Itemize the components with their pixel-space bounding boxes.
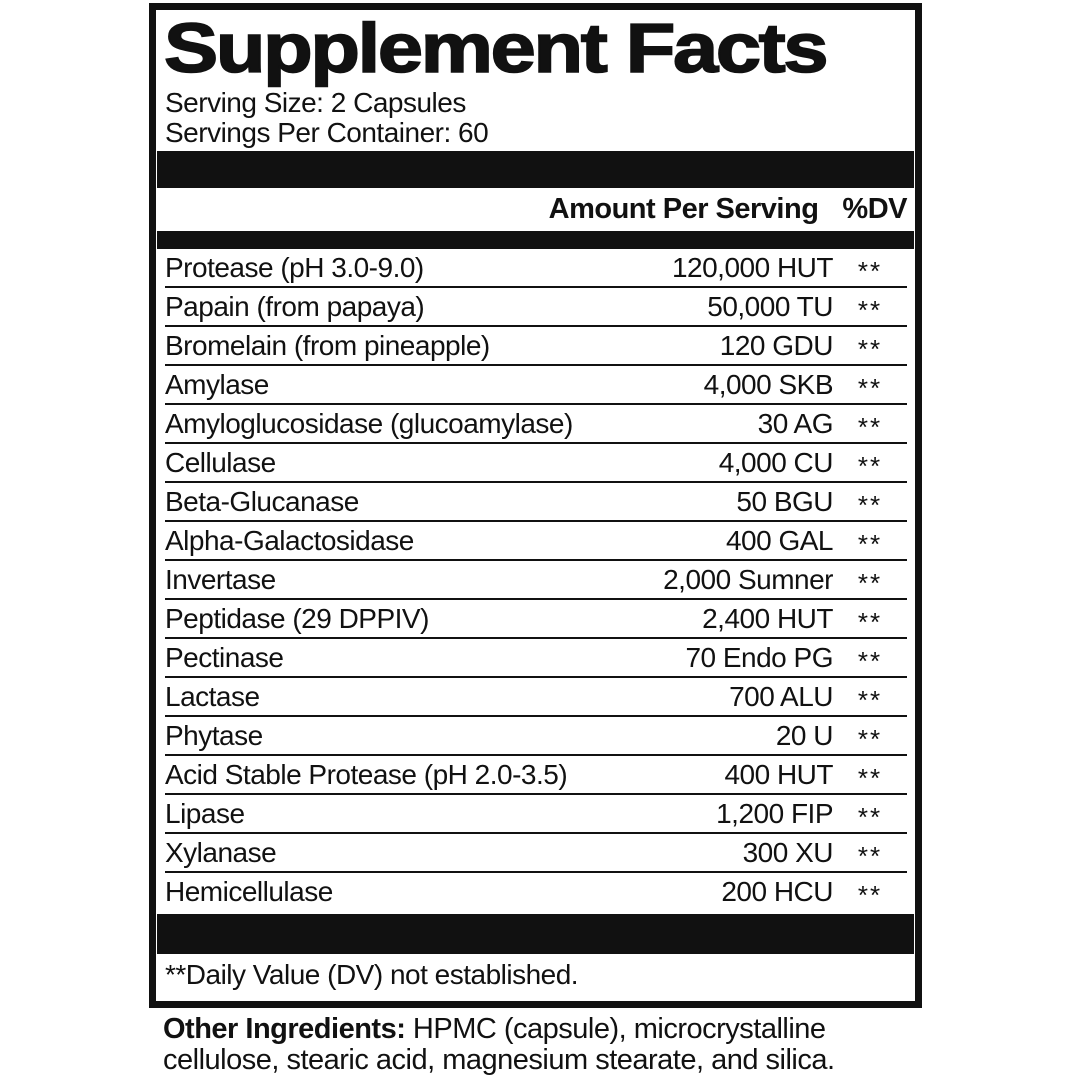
table-row xyxy=(165,327,907,366)
ingredient-name: Hemicellulase xyxy=(165,875,333,907)
ingredient-dv: ** xyxy=(857,373,883,403)
ingredient-name: Beta-Glucanase xyxy=(165,485,359,517)
column-headers xyxy=(165,190,907,231)
ingredient-name: Invertase xyxy=(165,563,276,595)
ingredient-name: Protease (pH 3.0-9.0) xyxy=(165,251,424,283)
table-row xyxy=(165,405,907,444)
ingredient-name: Lactase xyxy=(165,680,260,712)
ingredient-dv: ** xyxy=(857,880,883,910)
table-row xyxy=(165,249,907,288)
table-row xyxy=(165,522,907,561)
table-row xyxy=(165,756,907,795)
ingredient-amount: 4,000 SKB xyxy=(703,368,833,400)
ingredient-name: Phytase xyxy=(165,719,263,751)
ingredients-table xyxy=(165,249,907,910)
ingredient-amount: 300 XU xyxy=(742,836,833,868)
ingredient-amount: 400 HUT xyxy=(724,758,833,790)
ingredient-amount: 200 HCU xyxy=(721,875,833,907)
ingredient-dv: ** xyxy=(857,256,883,286)
ingredient-name: Amylase xyxy=(165,368,269,400)
dv-footnote: **Daily Value (DV) not established. xyxy=(165,959,579,990)
thick-divider-bottom xyxy=(157,914,914,954)
supplement-facts-panel xyxy=(149,3,922,1008)
ingredient-name: Bromelain (from pineapple) xyxy=(165,329,490,361)
table-row xyxy=(165,600,907,639)
ingredient-dv: ** xyxy=(857,646,883,676)
ingredient-amount: 2,400 HUT xyxy=(702,602,833,634)
ingredient-dv: ** xyxy=(857,685,883,715)
ingredient-name: Cellulase xyxy=(165,446,276,478)
serving-info xyxy=(165,88,488,148)
ingredient-dv: ** xyxy=(857,724,883,754)
dv-header: %DV xyxy=(842,193,907,225)
table-row xyxy=(165,483,907,522)
ingredient-amount: 2,000 Sumner xyxy=(663,563,833,595)
ingredient-amount: 70 Endo PG xyxy=(685,641,833,673)
table-row xyxy=(165,795,907,834)
table-row xyxy=(165,561,907,600)
table-row xyxy=(165,366,907,405)
ingredient-dv: ** xyxy=(857,412,883,442)
ingredient-dv: ** xyxy=(857,529,883,559)
ingredient-name: Alpha-Galactosidase xyxy=(165,524,414,556)
table-row xyxy=(165,444,907,483)
servings-per-container: Servings Per Container: 60 xyxy=(165,117,489,148)
thick-divider-header xyxy=(157,231,914,249)
ingredient-name: Xylanase xyxy=(165,836,277,868)
ingredient-amount: 120,000 HUT xyxy=(671,251,833,283)
ingredient-name: Acid Stable Protease (pH 2.0-3.5) xyxy=(165,758,568,790)
thick-divider-top xyxy=(157,151,914,188)
other-ingredients xyxy=(163,1014,915,1076)
ingredient-dv: ** xyxy=(857,607,883,637)
panel-title: Supplement Facts xyxy=(164,9,827,87)
ingredient-amount: 30 AG xyxy=(757,407,833,439)
table-row xyxy=(165,873,907,910)
ingredient-amount: 120 GDU xyxy=(719,329,833,361)
table-row xyxy=(165,717,907,756)
ingredient-dv: ** xyxy=(857,451,883,481)
ingredient-amount: 50,000 TU xyxy=(707,290,833,322)
ingredient-dv: ** xyxy=(857,490,883,520)
ingredient-dv: ** xyxy=(857,334,883,364)
ingredient-amount: 1,200 FIP xyxy=(716,797,833,829)
ingredient-amount: 700 ALU xyxy=(729,680,833,712)
ingredient-name: Peptidase (29 DPPIV) xyxy=(165,602,429,634)
other-ingredients-text: HPMC (capsule), microcrystalline cellulose, stearic acid, magnesium stearate, and silica. xyxy=(163,1013,835,1076)
other-ingredients-label: Other Ingredients: xyxy=(163,1013,406,1045)
ingredient-dv: ** xyxy=(857,295,883,325)
ingredient-dv: ** xyxy=(857,568,883,598)
ingredient-name: Pectinase xyxy=(165,641,284,673)
ingredient-dv: ** xyxy=(857,802,883,832)
table-row xyxy=(165,678,907,717)
serving-size: Serving Size: 2 Capsules xyxy=(165,87,466,118)
ingredient-amount: 400 GAL xyxy=(725,524,833,556)
ingredient-dv: ** xyxy=(857,841,883,871)
table-row xyxy=(165,288,907,327)
amount-per-serving-header: Amount Per Serving xyxy=(548,193,819,225)
ingredient-name: Amyloglucosidase (glucoamylase) xyxy=(165,407,573,439)
ingredient-name: Papain (from papaya) xyxy=(165,290,425,322)
table-row xyxy=(165,834,907,873)
ingredient-amount: 50 BGU xyxy=(736,485,833,517)
ingredient-amount: 20 U xyxy=(775,719,833,751)
table-row xyxy=(165,639,907,678)
ingredient-name: Lipase xyxy=(165,797,245,829)
ingredient-amount: 4,000 CU xyxy=(718,446,833,478)
ingredient-dv: ** xyxy=(857,763,883,793)
